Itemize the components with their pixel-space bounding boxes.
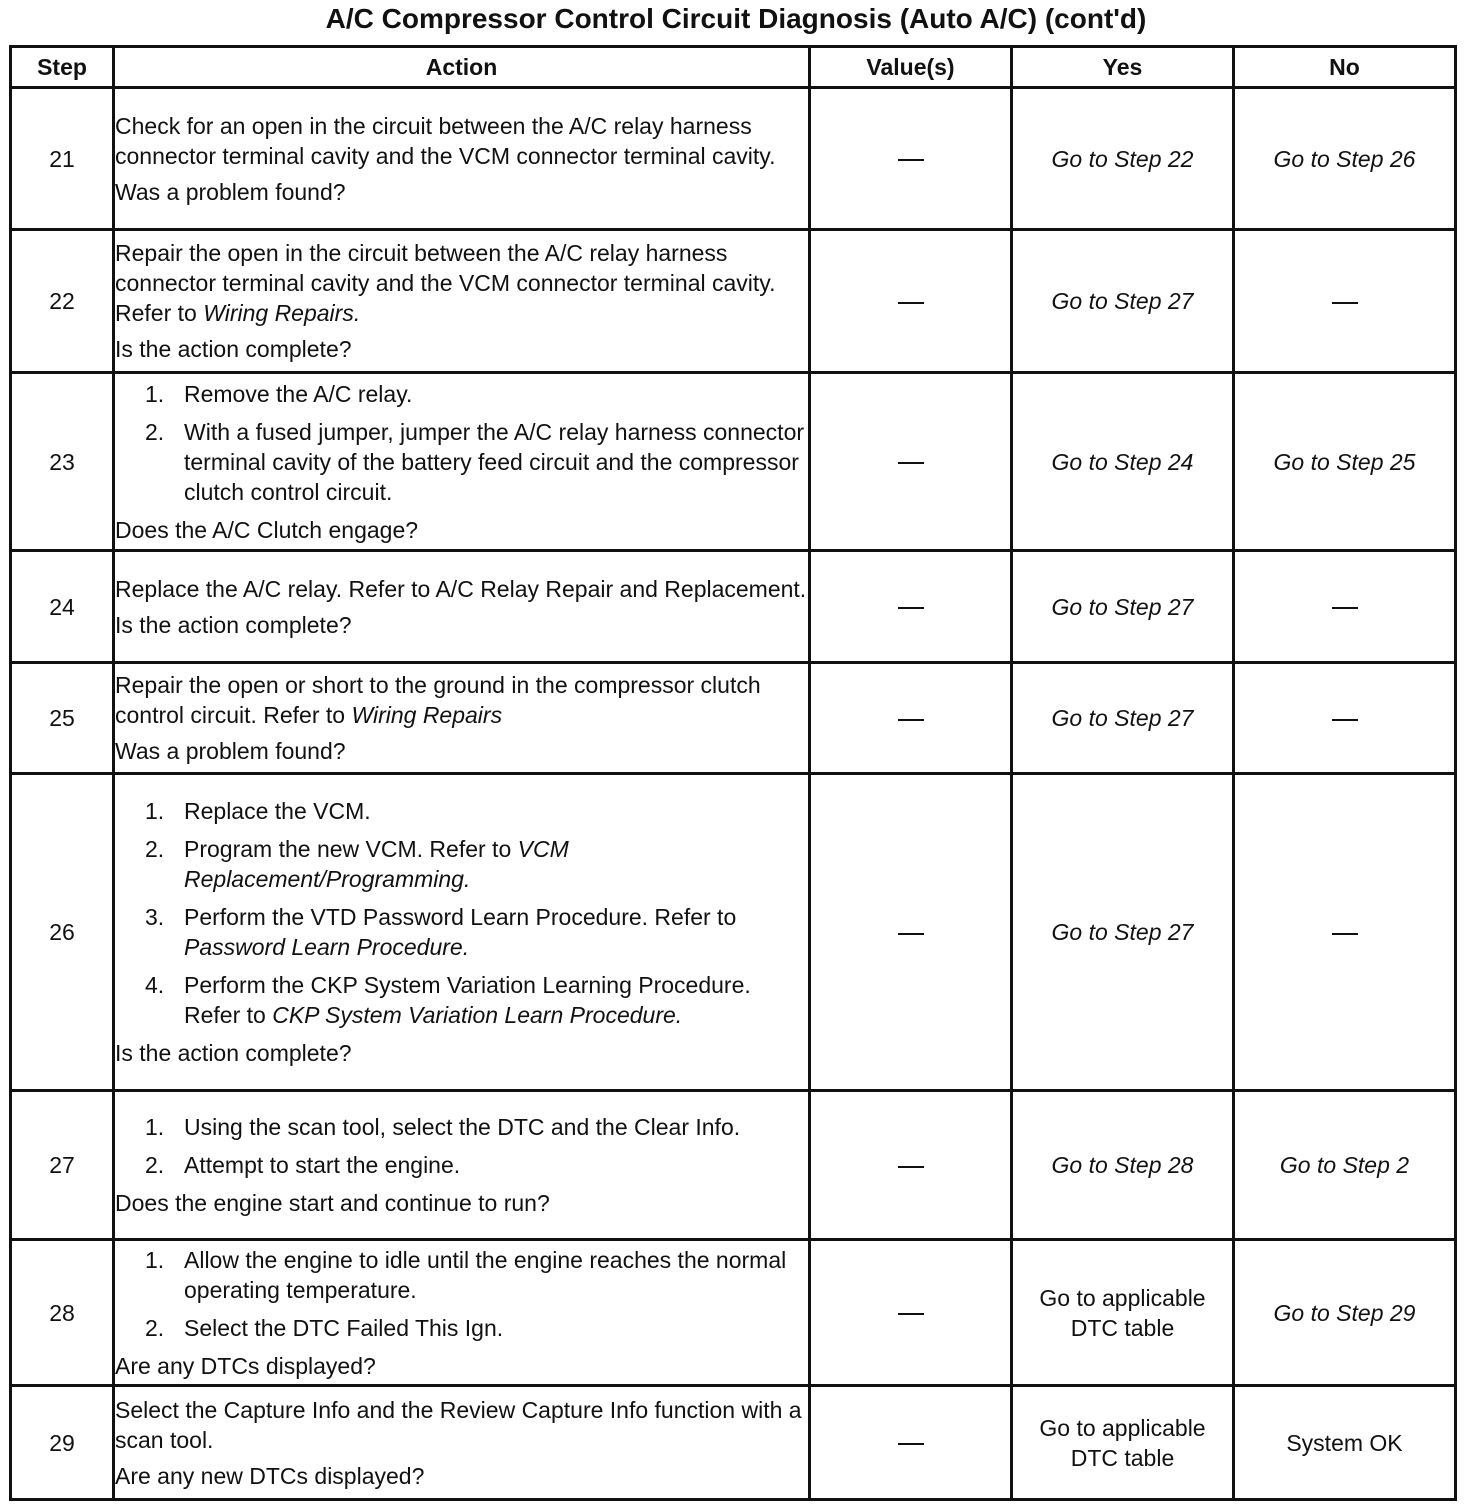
action-cell [114, 1091, 810, 1240]
no-result: System OK [1234, 1386, 1456, 1500]
action-question: Are any new DTCs displayed? [115, 1462, 425, 1489]
dash-mark [898, 1313, 924, 1315]
dash-mark [898, 607, 924, 609]
action-cell [114, 230, 810, 373]
dash-mark [1332, 607, 1358, 609]
step-number: 22 [11, 230, 114, 373]
action-cell [114, 774, 810, 1091]
table-row [11, 551, 1456, 663]
list-item [115, 379, 808, 409]
yes-link[interactable]: Go to applicable DTC table [1012, 1240, 1234, 1386]
step-number: 27 [11, 1091, 114, 1240]
dash-mark [898, 1166, 924, 1168]
yes-link[interactable]: Go to Step 22 [1012, 88, 1234, 230]
no-cell [1234, 774, 1456, 1091]
table-row [11, 1240, 1456, 1386]
value-cell [810, 1091, 1012, 1240]
list-item [115, 834, 808, 894]
reference-link[interactable]: CKP System Variation Learn Procedure. [272, 1002, 683, 1028]
yes-link[interactable]: Go to Step 27 [1012, 774, 1234, 1091]
yes-link[interactable]: Go to Step 27 [1012, 663, 1234, 774]
action-cell [114, 1240, 810, 1386]
dash-mark [898, 302, 924, 304]
header-step: Step [11, 47, 114, 88]
dash-mark [898, 1443, 924, 1445]
action-cell [114, 373, 810, 551]
table-row [11, 88, 1456, 230]
header-action: Action [114, 47, 810, 88]
diagnosis-table [9, 45, 1457, 1501]
action-question: Does the A/C Clutch engage? [115, 516, 419, 543]
action-question: Does the engine start and continue to run? [115, 1190, 550, 1216]
yes-link[interactable]: Go to applicable DTC table [1012, 1386, 1234, 1500]
value-cell [810, 230, 1012, 373]
item-number: 2. [145, 836, 165, 862]
step-number: 26 [11, 774, 114, 1091]
action-cell [114, 88, 810, 230]
action-question: Is the action complete? [115, 1040, 352, 1066]
action-text [115, 670, 808, 730]
item-text: Perform the VTD Password Learn Procedure. Refer to [184, 904, 737, 930]
item-text: Using the scan tool, select the DTC and the Clear Info. [184, 1114, 741, 1140]
dash-mark [898, 933, 924, 935]
action-list [115, 1112, 808, 1180]
action-question: Was a problem found? [115, 738, 346, 764]
item-text: Select the DTC Failed This Ign. [184, 1314, 504, 1341]
item-number: 3. [145, 904, 165, 930]
action-list [115, 1245, 808, 1343]
value-cell [810, 373, 1012, 551]
list-item [115, 417, 808, 507]
item-text: Allow the engine to idle until the engine reaches the normal operating temperature. [184, 1246, 787, 1303]
step-number: 23 [11, 373, 114, 551]
action-list [115, 796, 808, 1030]
value-cell [810, 774, 1012, 1091]
reference-link[interactable]: Wiring Repairs. [203, 300, 361, 326]
item-text: Attempt to start the engine. [184, 1152, 461, 1178]
value-cell [810, 1386, 1012, 1500]
no-link[interactable]: Go to Step 25 [1234, 373, 1456, 551]
action-cell [114, 1386, 810, 1500]
action-text-body: Repair the open or short to the ground in the compressor clutch control circuit. Refer to [115, 672, 761, 728]
action-question: Is the action complete? [115, 336, 352, 362]
yes-link[interactable]: Go to Step 27 [1012, 230, 1234, 373]
action-cell [114, 663, 810, 774]
yes-link[interactable]: Go to Step 28 [1012, 1091, 1234, 1240]
reference-link[interactable]: Wiring Repairs [351, 702, 503, 728]
item-number: 1. [145, 1114, 165, 1140]
step-number: 28 [11, 1240, 114, 1386]
value-cell [810, 551, 1012, 663]
item-number: 2. [145, 1314, 165, 1341]
dash-mark [898, 462, 924, 464]
action-text: Select the Capture Info and the Review Capture Info function with a scan tool. [115, 1396, 802, 1453]
dash-mark [1332, 933, 1358, 935]
item-number: 2. [145, 1152, 165, 1178]
list-item [115, 1150, 808, 1180]
table-row [11, 663, 1456, 774]
no-link[interactable]: Go to Step 26 [1234, 88, 1456, 230]
item-number: 1. [145, 380, 165, 407]
action-question: Are any DTCs displayed? [115, 1352, 376, 1379]
step-number: 24 [11, 551, 114, 663]
action-text-body: Repair the open in the circuit between the A/C relay harness connector terminal cavity and the VCM connector terminal cavity. Refer to [115, 240, 776, 326]
header-values: Value(s) [810, 47, 1012, 88]
step-number: 29 [11, 1386, 114, 1500]
list-item [115, 902, 808, 962]
table-row [11, 1091, 1456, 1240]
item-number: 2. [145, 418, 165, 445]
list-item [115, 1245, 808, 1305]
value-cell [810, 663, 1012, 774]
action-text: Replace the A/C relay. Refer to A/C Relay Repair and Replacement. [115, 575, 807, 602]
action-question: Was a problem found? [115, 178, 346, 205]
list-item [115, 796, 808, 826]
table-row [11, 774, 1456, 1091]
item-number: 4. [145, 972, 165, 998]
dash-mark [898, 159, 924, 161]
header-row [11, 47, 1456, 88]
step-number: 21 [11, 88, 114, 230]
reference-link[interactable]: Password Learn Procedure. [184, 934, 470, 960]
dash-mark [1332, 302, 1358, 304]
no-link[interactable]: Go to Step 2 [1234, 1091, 1456, 1240]
item-text: Perform the CKP System Variation Learning Procedure. Refer to [184, 972, 751, 1028]
action-question: Is the action complete? [115, 611, 352, 638]
no-link[interactable]: Go to Step 29 [1234, 1240, 1456, 1386]
no-cell [1234, 551, 1456, 663]
item-text: With a fused jumper, jumper the A/C relay harness connector terminal cavity of the battery feed circuit and the compressor clutch control circuit. [184, 418, 805, 505]
action-text [115, 238, 808, 328]
yes-link[interactable]: Go to Step 24 [1012, 373, 1234, 551]
item-number: 1. [145, 798, 165, 824]
reference-link[interactable]: VCM Replacement/Programming. [184, 836, 569, 892]
list-item [115, 1112, 808, 1142]
list-item [115, 970, 808, 1030]
yes-link[interactable]: Go to Step 27 [1012, 551, 1234, 663]
page-title: A/C Compressor Control Circuit Diagnosis (Auto A/C) (cont'd) [325, 3, 1147, 34]
item-number: 1. [145, 1246, 165, 1273]
dash-mark [898, 719, 924, 721]
step-number: 25 [11, 663, 114, 774]
item-text: Program the new VCM. Refer to [184, 836, 518, 862]
value-cell [810, 88, 1012, 230]
no-cell [1234, 230, 1456, 373]
action-list [115, 379, 808, 507]
table-row [11, 230, 1456, 373]
value-cell [810, 1240, 1012, 1386]
list-item [115, 1313, 808, 1343]
no-cell [1234, 663, 1456, 774]
item-text: Replace the VCM. [184, 798, 371, 824]
item-text: Remove the A/C relay. [184, 380, 413, 407]
header-no: No [1234, 47, 1456, 88]
action-cell [114, 551, 810, 663]
header-yes: Yes [1012, 47, 1234, 88]
table-row [11, 1386, 1456, 1500]
table-row [11, 373, 1456, 551]
dash-mark [1332, 719, 1358, 721]
action-text: Check for an open in the circuit between the A/C relay harness connector terminal cavity and the VCM connector terminal cavity. [115, 112, 776, 169]
